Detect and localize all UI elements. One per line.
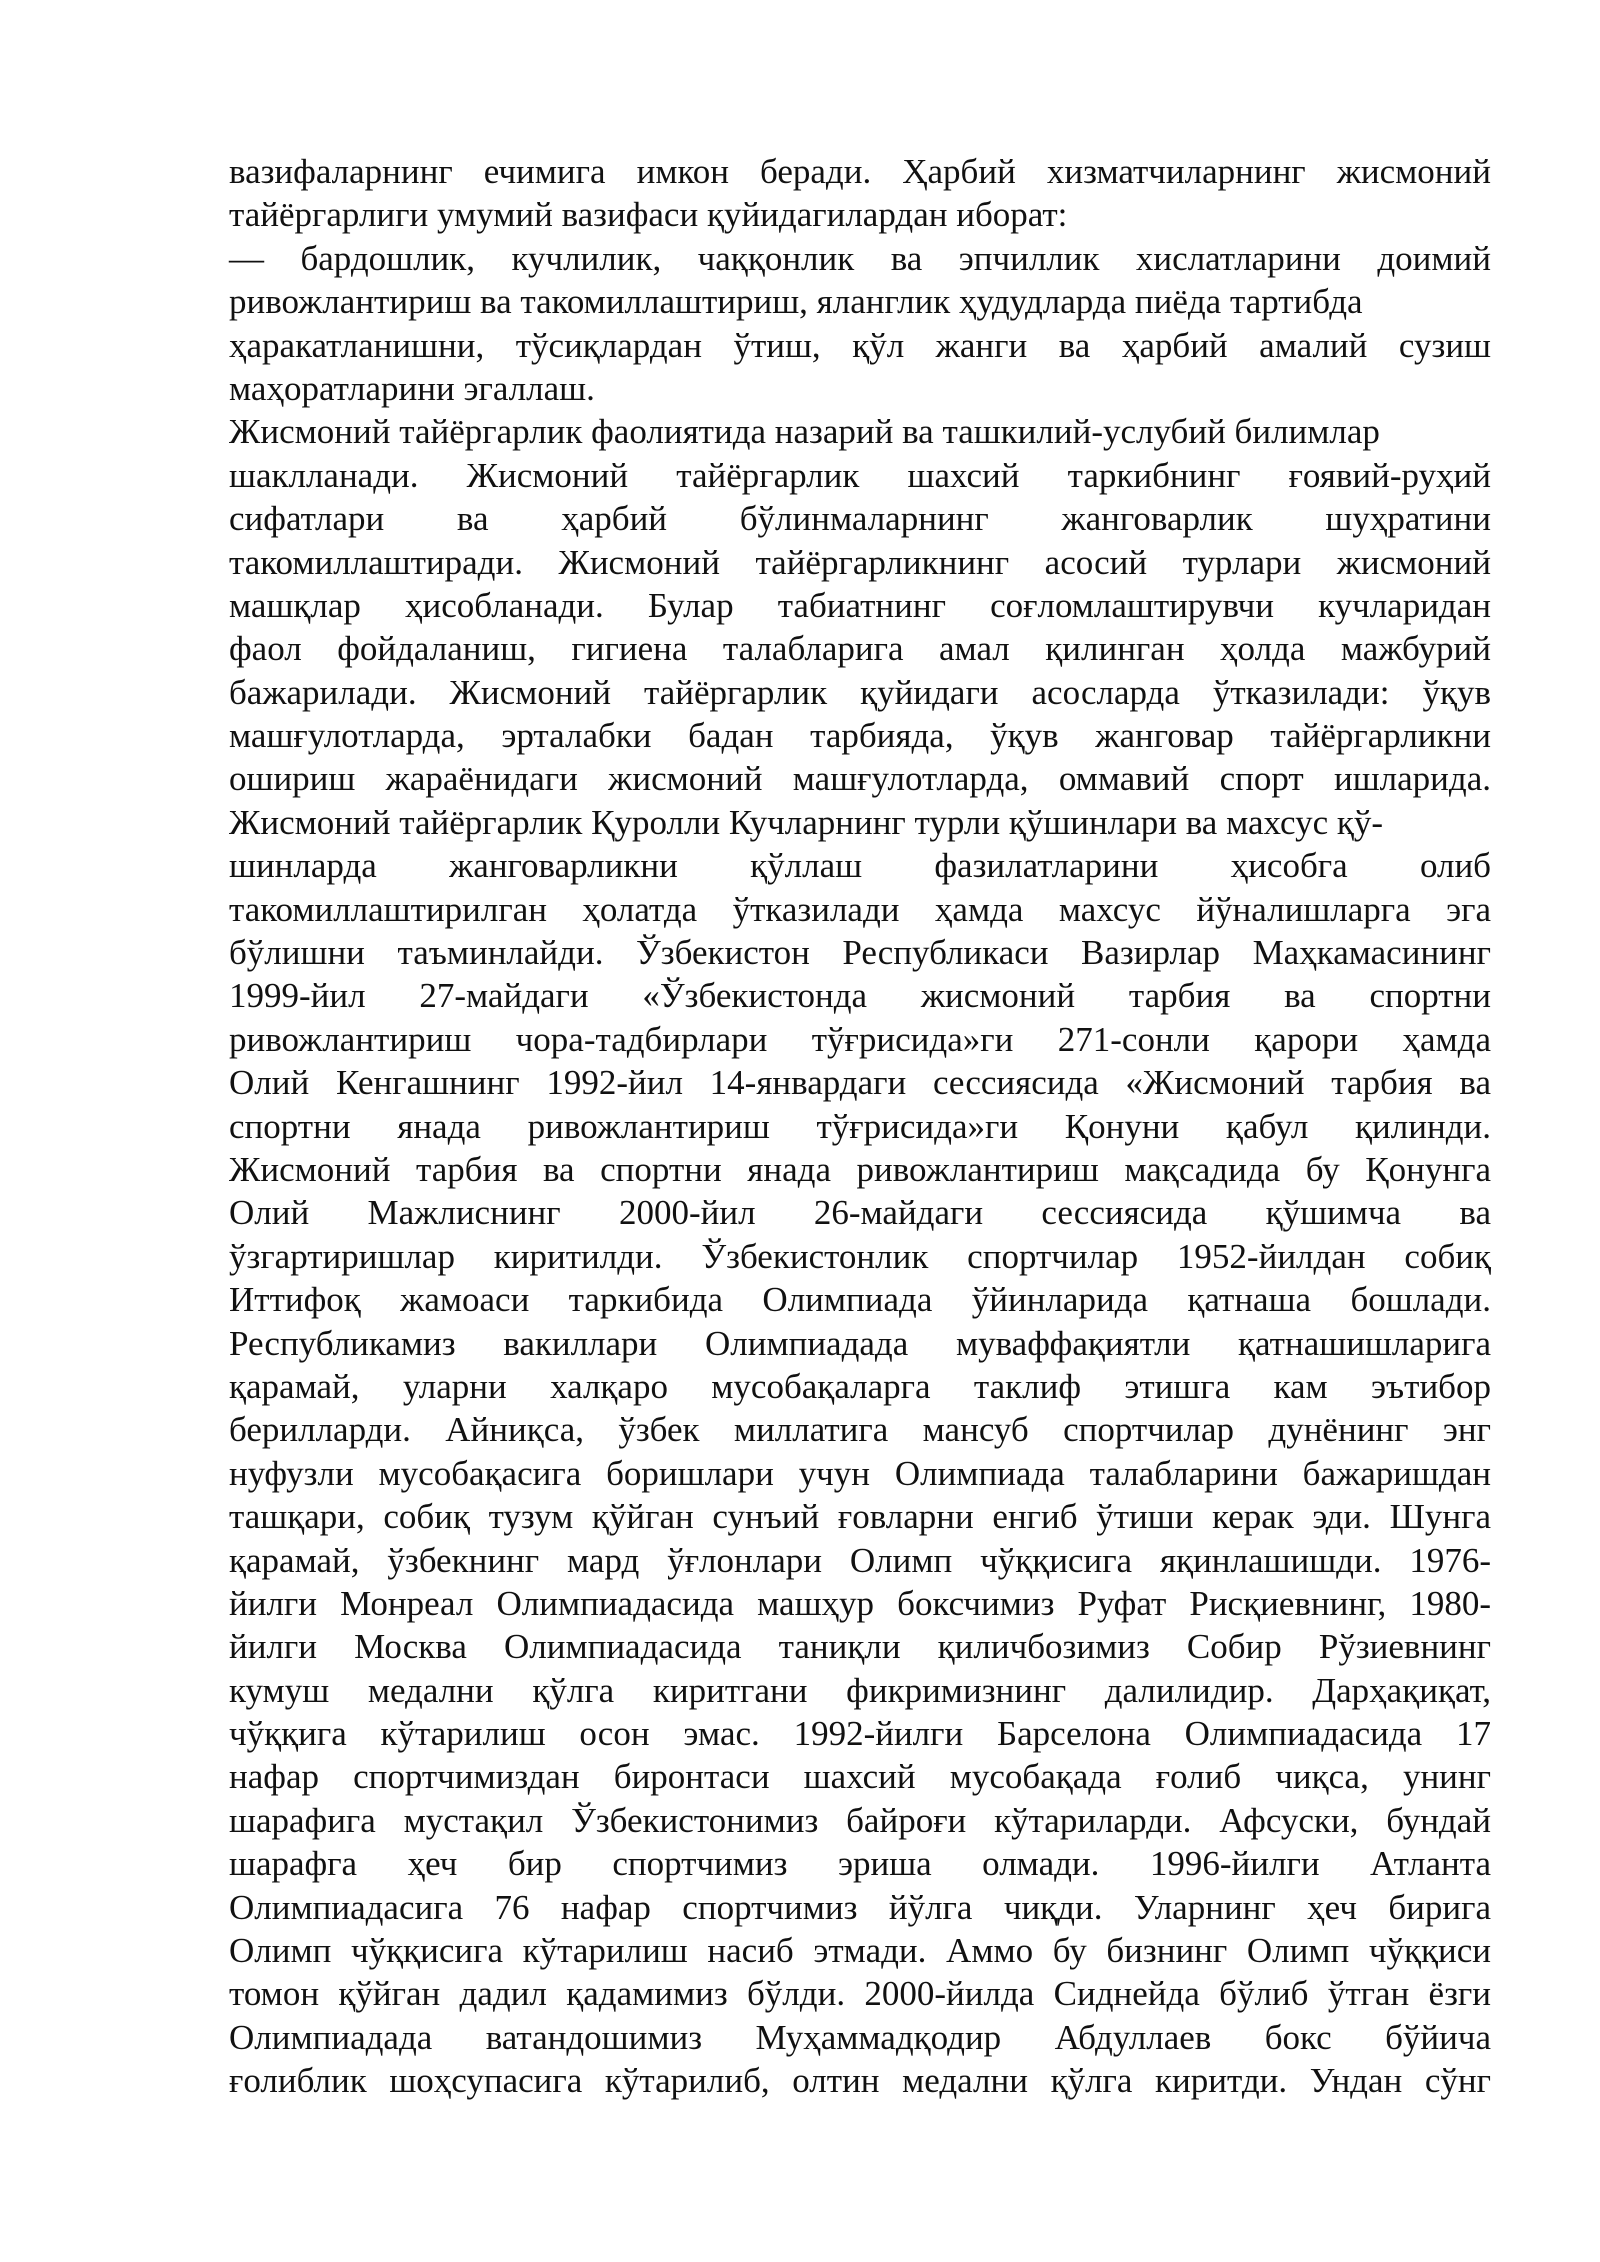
text-line: сифатлари ва ҳарбий бўлинмаларнинг жанговарлик шуҳратини xyxy=(229,499,1491,539)
text-line: қарамай, ўзбекнинг мард ўғлонлари Олимп чўққисига яқинлашишди. 1976- xyxy=(229,1540,1491,1580)
text-line: нуфузли мусобақасига боришлари учун Олимпиада талабларини бажаришдан xyxy=(229,1453,1491,1493)
body-text xyxy=(229,150,1491,2103)
text-line: қарамай, уларни халқаро мусобақаларга таклиф этишга кам эътибор xyxy=(229,1366,1491,1406)
text-line: Олий Мажлиснинг 2000-йил 26-майдаги сессиясида қўшимча ва xyxy=(229,1193,1491,1233)
text-line: шарафга ҳеч бир спортчимиз эриша олмади. 1996-йилги Атланта xyxy=(229,1844,1491,1884)
text-line: Олимпиадада ватандошимиз Муҳаммадқодир Абдуллаев бокс бўйича xyxy=(229,2017,1491,2057)
text-line: машғулотларда, эрталабки бадан тарбияда, ўқув жанговар тайёргарликни xyxy=(229,716,1491,756)
text-line: чўққига кўтарилиш осон эмас. 1992-йилги Барселона Олимпиадасида 17 xyxy=(229,1714,1491,1754)
text-line: Олимп чўққисига кўтарилиш насиб этмади. Аммо бу бизнинг Олимп чўққиси xyxy=(229,1931,1491,1971)
text-line: нафар спортчимиздан биронтаси шахсий мусобақада ғолиб чиқса, унинг xyxy=(229,1757,1491,1797)
text-line: 1999-йил 27-майдаги «Ўзбекистонда жисмоний тарбия ва спортни xyxy=(229,976,1491,1016)
text-line: ўзгартиришлар киритилди. Ўзбекистонлик спортчилар 1952-йилдан собиқ xyxy=(229,1236,1491,1276)
text-line: вазифаларнинг ечимига имкон беради. Ҳарбий хизматчиларнинг жисмоний xyxy=(229,152,1491,191)
text-line: томон қўйган дадил қадамимиз бўлди. 2000-йилда Сиднейда бўлиб ўтган ёзги xyxy=(229,1974,1491,2014)
text-line: ҳаракатланишни, тўсиқлардан ўтиш, қўл жанги ва ҳарбий амалий сузиш xyxy=(229,325,1491,365)
text-line: фаол фойдаланиш, гигиена талабларига амал қилинган ҳолда мажбурий xyxy=(229,629,1491,669)
text-line: шинларда жанговарликни қўллаш фазилатларини ҳисобга олиб xyxy=(229,846,1491,886)
text-line: Олимпиадасига 76 нафар спортчимиз йўлга чиқди. Уларнинг ҳеч бирига xyxy=(229,1887,1491,1927)
text-line: Жисмоний тайёргарлик фаолиятида назарий ва ташкилий-услубий билимлар xyxy=(229,412,1380,452)
text-line: Олий Кенгашнинг 1992-йил 14-январдаги сессиясида «Жисмоний тарбия ва xyxy=(229,1063,1491,1103)
text-line: Республикамиз вакиллари Олимпиадада муваффақиятли қатнашишларига xyxy=(229,1323,1491,1363)
text-line: йилги Москва Олимпиадасида таниқли қиличбозимиз Собир Рўзиевнинг xyxy=(229,1627,1491,1667)
text-line: йилги Монреал Олимпиадасида машҳур боксчимиз Руфат Рисқиевнинг, 1980- xyxy=(229,1583,1491,1623)
text-line: — бардошлик, кучлилик, чаққонлик ва эпчиллик хислатларини доимий xyxy=(229,238,1491,278)
text-line: шарафига мустақил Ўзбекистонимиз байроғи кўтариларди. Афсуски, бундай xyxy=(229,1800,1491,1840)
text-line: ривожлантириш ва такомиллаштириш, яланглик ҳудудларда пиёда тартибда xyxy=(229,282,1363,322)
text-line: ғолиблик шоҳсупасига кўтарилиб, олтин медални қўлга киритди. Ундан сўнг xyxy=(229,2061,1491,2101)
text-line: спортни янада ривожлантириш тўғрисида»ги Қонуни қабул қилинди. xyxy=(229,1106,1491,1146)
text-line: шаклланади. Жисмоний тайёргарлик шахсий таркибнинг ғоявий-руҳий xyxy=(229,455,1491,495)
text-line: берилларди. Айниқса, ўзбек миллатига мансуб спортчилар дунёнинг энг xyxy=(229,1410,1491,1450)
text-line: ошириш жараёнидаги жисмоний машғулотларда, оммавий спорт ишларида. xyxy=(229,759,1491,799)
text-line: Жисмоний тайёргарлик Қуролли Кучларнинг турли қўшинлари ва махсус қў- xyxy=(229,802,1384,842)
text-line: тайёргарлиги умумий вазифаси қуйидагилардан иборат: xyxy=(229,195,1068,235)
text-line: такомиллаштиради. Жисмоний тайёргарликнинг асосий турлари жисмоний xyxy=(229,542,1491,582)
text-line: бўлишни таъминлайди. Ўзбекистон Республикаси Вазирлар Маҳкамасининг xyxy=(229,933,1491,973)
text-line: машқлар ҳисобланади. Булар табиатнинг соғломлаштирувчи кучларидан xyxy=(229,585,1491,625)
text-line: ривожлантириш чора-тадбирлари тўғрисида»ги 271-сонли қарори ҳамда xyxy=(229,1019,1491,1059)
text-line: такомиллаштирилган ҳолатда ўтказилади ҳамда махсус йўналишларга эга xyxy=(229,889,1491,929)
text-line: Жисмоний тарбия ва спортни янада ривожлантириш мақсадида бу Қонунга xyxy=(229,1149,1491,1189)
text-line: кумуш медални қўлга киритгани фикримизнинг далилидир. Дарҳақиқат, xyxy=(229,1670,1491,1710)
text-line: маҳоратларини эгаллаш. xyxy=(229,368,595,408)
text-line: бажарилади. Жисмоний тайёргарлик қуйидаги асосларда ўтказилади: ўқув xyxy=(229,672,1491,712)
text-line: Иттифоқ жамоаси таркибида Олимпиада ўйинларида қатнаша бошлади. xyxy=(229,1280,1491,1320)
text-line: ташқари, собиқ тузум қўйган сунъий ғовларни енгиб ўтиши керак эди. Шунга xyxy=(229,1497,1491,1537)
